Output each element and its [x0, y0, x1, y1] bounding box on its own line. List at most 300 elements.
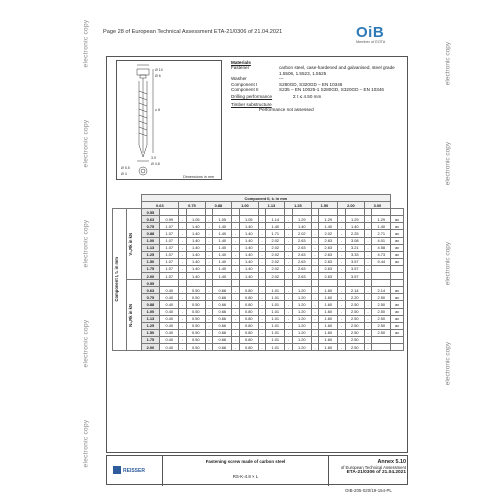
- table-separator-cell: -: [179, 244, 187, 251]
- table-separator-cell: -: [232, 244, 240, 251]
- table-row: [113, 315, 404, 322]
- table-cell: 2.02: [266, 258, 285, 265]
- table-cell: 2.50: [372, 322, 391, 329]
- dim-len: ≥ 8: [155, 108, 160, 112]
- table-separator-cell: -: [232, 343, 240, 350]
- footer-box: [106, 455, 408, 485]
- table-separator-cell: -: [232, 294, 240, 301]
- table-cell: 2.63: [292, 244, 311, 251]
- table-separator-cell: [232, 280, 240, 287]
- row-header-cell: 1.25: [141, 322, 160, 329]
- table-separator-cell: -: [179, 343, 187, 350]
- reisser-logo-text: REISSER: [123, 468, 145, 474]
- table-cell: 1.40: [186, 265, 205, 272]
- table-separator-cell: -: [232, 230, 240, 237]
- table-separator-cell: ac: [391, 258, 404, 265]
- table-separator-cell: -: [205, 273, 213, 280]
- table-header-row: [113, 195, 404, 202]
- oib-logo-text: OiB: [356, 24, 385, 41]
- table-row: [113, 322, 404, 329]
- footer-right: [329, 456, 409, 486]
- table-separator-cell: -: [285, 336, 293, 343]
- watermark-text: electronic copy: [82, 419, 90, 468]
- table-separator-cell: -: [311, 223, 319, 230]
- table-separator-cell: -: [232, 273, 240, 280]
- table-cell: 1.60: [319, 308, 338, 315]
- table-cell: 2.02: [266, 237, 285, 244]
- resistance-table: [112, 194, 404, 351]
- materials-block: [231, 60, 406, 113]
- table-separator-cell: -: [205, 315, 213, 322]
- watermark-text: electronic copy: [444, 241, 452, 286]
- table-separator-cell: [285, 209, 293, 216]
- table-cell: 0.50: [186, 343, 205, 350]
- table-separator-cell: ac: [391, 230, 404, 237]
- table-separator-cell: -: [285, 308, 293, 315]
- table-separator-cell: -: [258, 322, 266, 329]
- table-separator-cell: -: [232, 322, 240, 329]
- table-separator-cell: [258, 280, 266, 287]
- table-cell: 1.20: [292, 308, 311, 315]
- row-header-cell: 2.00: [141, 343, 160, 350]
- materials-row-component2: [231, 87, 406, 92]
- table-separator-cell: -: [285, 273, 293, 280]
- table-row: [113, 258, 404, 265]
- materials-key: Washer: [231, 76, 247, 82]
- table-separator-cell: -: [311, 308, 319, 315]
- table-cell: 1.20: [292, 329, 311, 336]
- table-cell: 2.50: [345, 301, 364, 308]
- table-row: [113, 294, 404, 301]
- table-cell: 1.60: [319, 301, 338, 308]
- table-cell: 2.63: [319, 244, 338, 251]
- table-separator-cell: -: [311, 244, 319, 251]
- table-separator-cell: -: [205, 322, 213, 329]
- table-separator-cell: -: [338, 322, 346, 329]
- table-row: [113, 237, 404, 244]
- materials-value: ---: [279, 76, 284, 82]
- table-separator-cell: -: [311, 294, 319, 301]
- table-cell: 1.60: [319, 315, 338, 322]
- table-separator-cell: -: [205, 265, 213, 272]
- table-separator-cell: -: [364, 223, 372, 230]
- table-separator-cell: -: [179, 230, 187, 237]
- document-number: OIB-205-020/19-154-PL: [345, 488, 392, 493]
- table-row: [113, 343, 404, 350]
- row-header-cell: 1.25: [141, 251, 160, 258]
- table-row: [113, 336, 404, 343]
- table-separator-cell: ac: [391, 251, 404, 258]
- table-cell: 3.33: [345, 251, 364, 258]
- table-cell: 0.40: [160, 308, 179, 315]
- table-separator-cell: -: [258, 251, 266, 258]
- materials-row-fastener: [231, 65, 406, 76]
- table-cell: [186, 209, 205, 216]
- watermark-text: electronic copy: [82, 119, 90, 168]
- table-cell: 2.50: [372, 329, 391, 336]
- table-separator-cell: -: [232, 308, 240, 315]
- footer-middle: [163, 456, 329, 486]
- table-cell: 0.40: [160, 336, 179, 343]
- table-cell: 1.01: [266, 308, 285, 315]
- table-separator-cell: -: [205, 237, 213, 244]
- table-separator-cell: -: [179, 237, 187, 244]
- table-separator-cell: -: [232, 336, 240, 343]
- table-cell: 0.40: [160, 301, 179, 308]
- table-separator-cell: -: [338, 251, 346, 258]
- table-separator-cell: -: [338, 329, 346, 336]
- table-cell: 0.40: [160, 329, 179, 336]
- table-cell: 1.07: [160, 244, 179, 251]
- table-cell: 1.07: [160, 230, 179, 237]
- row-header-cell: 1.75: [141, 336, 160, 343]
- table-separator-cell: -: [364, 343, 372, 350]
- table-cell: 1.40: [186, 230, 205, 237]
- row-header-cell: 1.50: [141, 329, 160, 336]
- materials-value: S280GD, S320GD – EN 10346: [279, 81, 343, 87]
- table-cell: [266, 209, 285, 216]
- table-separator-cell: -: [364, 258, 372, 265]
- materials-key: Component II: [231, 87, 259, 93]
- table-cell: 1.01: [266, 287, 285, 294]
- table-cell: [292, 280, 311, 287]
- table-cell: 0.50: [186, 315, 205, 322]
- table-cell: [372, 209, 391, 216]
- table-separator-cell: -: [232, 265, 240, 272]
- table-cell: 1.40: [292, 223, 311, 230]
- table-separator-cell: -: [285, 237, 293, 244]
- table-cell: 2.50: [345, 329, 364, 336]
- table-cell: 1.40: [213, 273, 232, 280]
- row-header-cell: 1.13: [141, 244, 160, 251]
- column-header: 2.00: [338, 202, 365, 209]
- row-header-cell: 2.00: [141, 273, 160, 280]
- table-separator-cell: [338, 209, 346, 216]
- table-cell: 1.01: [266, 343, 285, 350]
- table-separator-cell: -: [179, 251, 187, 258]
- row-header-cell: 0.55: [141, 209, 160, 216]
- table-cell: 3.08: [345, 237, 364, 244]
- table-cell: 1.60: [319, 336, 338, 343]
- table-cell: 2.02: [266, 251, 285, 258]
- annex-label: Annex 5.10: [377, 459, 406, 465]
- dim-d1: Ø 10: [155, 68, 163, 72]
- resistance-type-label: N₀,Rk in kN: [128, 303, 134, 327]
- table-separator-cell: -: [258, 223, 266, 230]
- table-cell: [239, 209, 258, 216]
- table-separator-cell: -: [364, 315, 372, 322]
- table-cell: 1.40: [239, 230, 258, 237]
- table-separator-cell: -: [338, 273, 346, 280]
- table-cell: [372, 343, 391, 350]
- table-separator-cell: [391, 343, 404, 350]
- table-cell: 3.57: [345, 265, 364, 272]
- table-separator-cell: -: [311, 216, 319, 223]
- table-separator-cell: -: [179, 265, 187, 272]
- table-cell: 0.66: [213, 294, 232, 301]
- table-cell: [345, 280, 364, 287]
- component1-label-cell: [113, 209, 127, 351]
- materials-row-drilling: [231, 94, 406, 99]
- table-separator-cell: ac: [391, 294, 404, 301]
- dim-d3: Ø 5.5: [121, 166, 130, 170]
- table-cell: 0.66: [213, 343, 232, 350]
- table-cell: 2.71: [372, 230, 391, 237]
- table-separator-cell: -: [258, 315, 266, 322]
- table-cell: 1.60: [319, 329, 338, 336]
- table-separator-cell: [338, 280, 346, 287]
- table-separator-cell: -: [311, 251, 319, 258]
- footer-subtitle: RS-K-4.8 × L: [232, 474, 259, 479]
- table-separator-cell: -: [364, 329, 372, 336]
- table-cell: 1.05: [186, 216, 205, 223]
- table-cell: 1.40: [239, 273, 258, 280]
- table-row: [113, 216, 404, 223]
- table-cell: 0.50: [186, 336, 205, 343]
- table-separator-cell: -: [285, 230, 293, 237]
- watermark-text: electronic copy: [444, 141, 452, 186]
- table-row: [113, 244, 404, 251]
- table-cell: 2.63: [292, 251, 311, 258]
- table-cell: 3.57: [345, 273, 364, 280]
- table-cell: 1.05: [213, 216, 232, 223]
- table-separator-cell: -: [258, 343, 266, 350]
- table-separator-cell: -: [232, 251, 240, 258]
- watermark-text: electronic copy: [82, 219, 90, 268]
- table-separator-cell: -: [205, 258, 213, 265]
- table-separator-cell: ac: [391, 315, 404, 322]
- table-cell: 5.44: [372, 258, 391, 265]
- table-cell: 0.40: [160, 287, 179, 294]
- table-cell: 1.40: [213, 223, 232, 230]
- table-cell: 1.07: [160, 273, 179, 280]
- table-cell: 0.80: [239, 287, 258, 294]
- table-separator-cell: -: [179, 294, 187, 301]
- table-row: [113, 308, 404, 315]
- footer-title: Fastening screw made of carbon steel: [205, 459, 286, 464]
- materials-key: Drilling performance: [231, 94, 273, 100]
- table-separator-cell: -: [338, 336, 346, 343]
- table-separator-cell: -: [364, 336, 372, 343]
- table-separator-cell: -: [232, 315, 240, 322]
- table-separator-cell: -: [311, 287, 319, 294]
- table-separator-cell: -: [338, 294, 346, 301]
- table-row: [113, 273, 404, 280]
- table-separator-cell: ac: [391, 216, 404, 223]
- table-cell: 0.80: [239, 315, 258, 322]
- table-cell: 1.60: [319, 294, 338, 301]
- table-separator-cell: -: [285, 223, 293, 230]
- footer-of-text: of European Technical Assessment: [340, 465, 406, 470]
- table-cell: 0.50: [186, 329, 205, 336]
- table-cell: 1.01: [266, 315, 285, 322]
- table-cell: 2.25: [345, 230, 364, 237]
- table-cell: 2.14: [372, 287, 391, 294]
- table-separator-cell: -: [205, 336, 213, 343]
- table-row: [113, 287, 404, 294]
- table-separator-cell: -: [232, 223, 240, 230]
- table-cell: 1.20: [292, 287, 311, 294]
- table-separator-cell: [311, 280, 319, 287]
- table-cell: 1.40: [186, 223, 205, 230]
- table-separator-cell: [391, 265, 404, 272]
- table-cell: 0.80: [239, 329, 258, 336]
- table-cell: 2.63: [319, 237, 338, 244]
- table-separator-cell: -: [205, 301, 213, 308]
- resistance-type-label: V₀,Rk in kN: [128, 232, 134, 256]
- table-separator-cell: -: [364, 230, 372, 237]
- table-separator-cell: -: [364, 322, 372, 329]
- table-cell: 1.20: [292, 315, 311, 322]
- table-separator-cell: -: [285, 315, 293, 322]
- dim-l1: 3.9: [151, 156, 156, 160]
- table-cell: 3.21: [345, 244, 364, 251]
- table-cell: 2.50: [372, 315, 391, 322]
- table-separator-cell: [391, 273, 404, 280]
- table-row: [113, 230, 404, 237]
- table-separator-cell: -: [258, 230, 266, 237]
- table-separator-cell: -: [338, 223, 346, 230]
- table-separator-cell: [311, 209, 319, 216]
- table-separator-cell: -: [338, 287, 346, 294]
- table-cell: [292, 209, 311, 216]
- table-separator-cell: -: [205, 294, 213, 301]
- row-header-cell: 0.75: [141, 223, 160, 230]
- table-cell: 1.60: [319, 343, 338, 350]
- table-separator-cell: -: [205, 329, 213, 336]
- table-row: [113, 265, 404, 272]
- table-separator-cell: -: [364, 265, 372, 272]
- table-separator-cell: ac: [391, 329, 404, 336]
- table-cell: 0.66: [213, 329, 232, 336]
- table-separator-cell: -: [311, 230, 319, 237]
- row-header-cell: 1.75: [141, 265, 160, 272]
- table-separator-cell: -: [311, 258, 319, 265]
- table-cell: 2.02: [319, 230, 338, 237]
- table-cell: 1.40: [186, 258, 205, 265]
- table-separator-cell: -: [205, 251, 213, 258]
- table-cell: 2.63: [292, 265, 311, 272]
- table-corner: [113, 195, 142, 209]
- table-separator-cell: -: [285, 244, 293, 251]
- column-header: 1.25: [285, 202, 312, 209]
- table-separator-cell: [179, 280, 187, 287]
- table-cell: 1.40: [239, 251, 258, 258]
- table-cell: 0.80: [239, 301, 258, 308]
- table-cell: 1.40: [213, 244, 232, 251]
- row-header-cell: 0.88: [141, 301, 160, 308]
- table-cell: 2.63: [319, 251, 338, 258]
- table-separator-cell: -: [258, 244, 266, 251]
- table-separator-cell: -: [179, 308, 187, 315]
- table-cell: 2.50: [345, 343, 364, 350]
- screw-drawing: [116, 60, 222, 180]
- table-separator-cell: [391, 336, 404, 343]
- column-header: 1.13: [258, 202, 285, 209]
- table-separator-cell: -: [364, 308, 372, 315]
- table-cell: 2.50: [345, 322, 364, 329]
- table-separator-cell: -: [285, 287, 293, 294]
- table-separator-cell: -: [338, 216, 346, 223]
- table-cell: 1.01: [266, 329, 285, 336]
- table-separator-cell: -: [338, 343, 346, 350]
- table-separator-cell: [391, 209, 404, 216]
- table-cell: 0.66: [213, 322, 232, 329]
- row-header-cell: 1.00: [141, 237, 160, 244]
- table-cell: 1.40: [213, 230, 232, 237]
- screw-drawing-svg: [117, 61, 223, 181]
- table-cell: 2.50: [372, 294, 391, 301]
- table-cell: 2.20: [345, 294, 364, 301]
- table-cell: 1.40: [186, 251, 205, 258]
- table-cell: 2.50: [345, 308, 364, 315]
- table-separator-cell: -: [179, 223, 187, 230]
- table-separator-cell: -: [364, 216, 372, 223]
- table-cell: 4.73: [372, 251, 391, 258]
- table-cell: 3.57: [345, 258, 364, 265]
- table-separator-cell: -: [338, 244, 346, 251]
- component2-header: Component II, t₂ in mm: [141, 195, 391, 202]
- table-separator-cell: [205, 209, 213, 216]
- column-header: 0.75: [179, 202, 206, 209]
- table-separator-cell: -: [285, 265, 293, 272]
- table-cell: 0.66: [213, 336, 232, 343]
- table-cell: 1.07: [160, 258, 179, 265]
- table-cell: 0.66: [213, 308, 232, 315]
- table-separator-cell: -: [338, 258, 346, 265]
- table-cell: 1.05: [239, 216, 258, 223]
- oib-logo: [356, 24, 404, 48]
- table-separator-cell: -: [232, 287, 240, 294]
- table-cell: 1.40: [186, 237, 205, 244]
- table-separator-cell: -: [179, 336, 187, 343]
- table-cell: [160, 209, 179, 216]
- table-cell: 1.40: [239, 258, 258, 265]
- table-cell: 1.07: [160, 237, 179, 244]
- column-header: 1.00: [232, 202, 259, 209]
- table-separator-cell: -: [205, 216, 213, 223]
- table-separator-cell: ac: [391, 244, 404, 251]
- table-cell: [239, 280, 258, 287]
- table-cell: 1.40: [213, 251, 232, 258]
- table-cell: 1.29: [372, 216, 391, 223]
- table-separator-cell: -: [205, 230, 213, 237]
- row-header-cell: 0.63: [141, 216, 160, 223]
- table-separator-cell: -: [258, 336, 266, 343]
- table-cell: 0.50: [186, 294, 205, 301]
- column-header: 3.00: [364, 202, 391, 209]
- table-cell: 0.50: [186, 308, 205, 315]
- table-separator-cell: -: [285, 216, 293, 223]
- table-cell: [213, 209, 232, 216]
- table-cell: 1.40: [239, 244, 258, 251]
- dim-l2: Ø 4.8: [151, 162, 160, 166]
- table-cell: 1.60: [319, 287, 338, 294]
- table-cell: 1.01: [266, 294, 285, 301]
- table-cell: 1.07: [160, 251, 179, 258]
- table-separator-cell: ac: [391, 308, 404, 315]
- table-separator-cell: -: [179, 301, 187, 308]
- table-cell: 1.40: [266, 223, 285, 230]
- footer-eta: ETA-21/0306 of 21.04.2021: [346, 470, 406, 475]
- table-separator-cell: ac: [391, 223, 404, 230]
- resistance-type-cell: [127, 209, 141, 280]
- table-separator-cell: -: [179, 273, 187, 280]
- table-row: [113, 251, 404, 258]
- table-cell: 1.29: [292, 216, 311, 223]
- table-cell: 1.40: [345, 223, 364, 230]
- table-separator-cell: [205, 280, 213, 287]
